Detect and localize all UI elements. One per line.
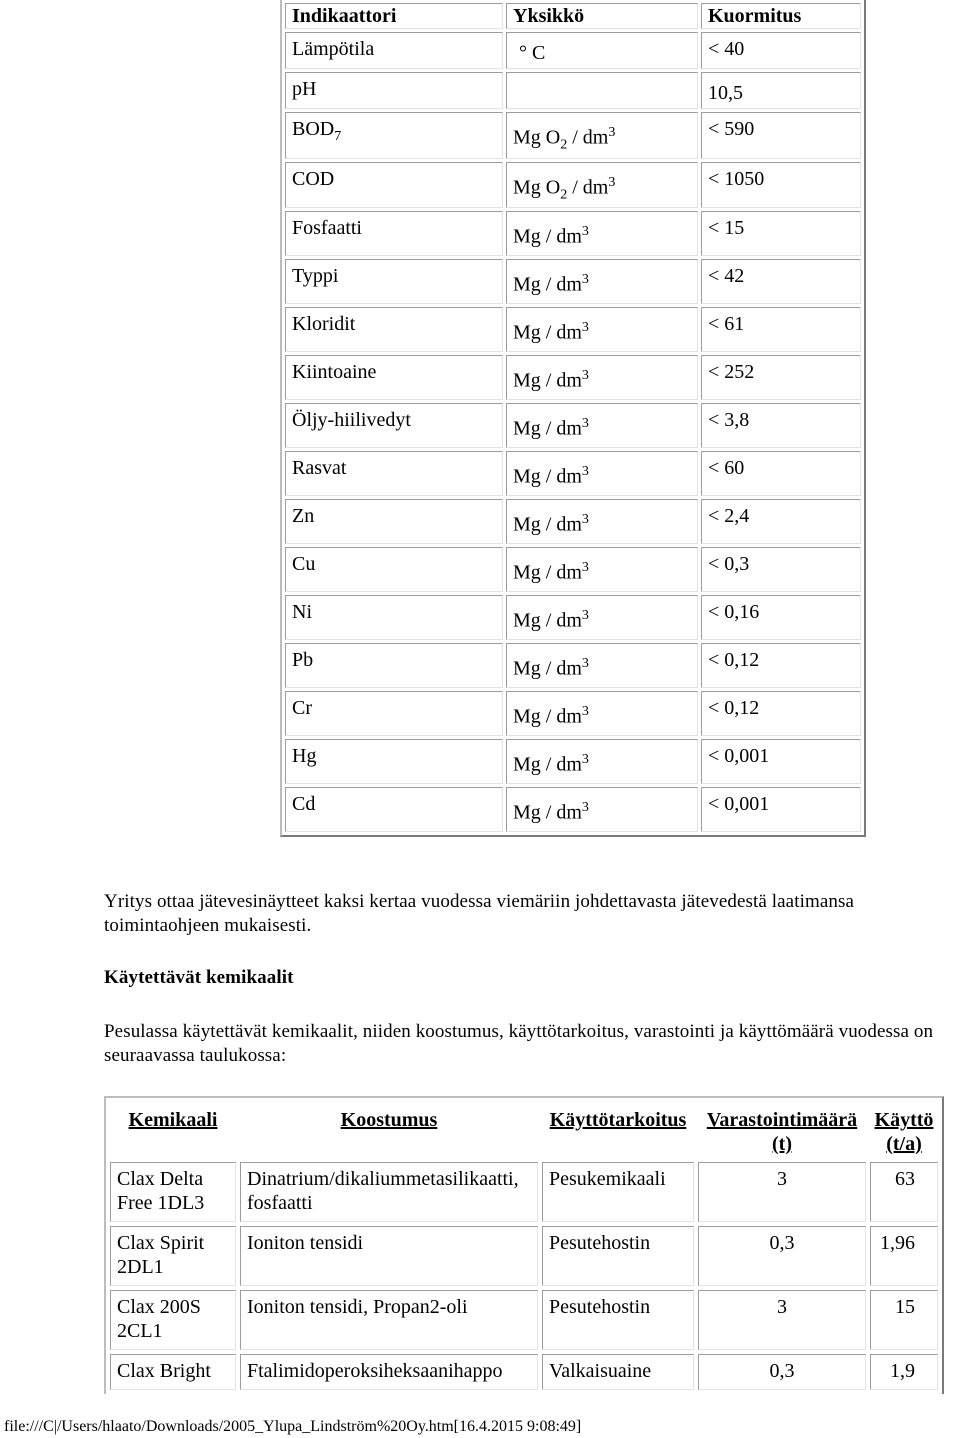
header-indikaattori: Indikaattori [285, 3, 503, 29]
unit-superscript: 3 [581, 416, 589, 432]
indicator-table [280, 0, 866, 837]
indicator-name [285, 259, 503, 304]
unit-wrap [513, 550, 589, 583]
indicator-row [285, 643, 861, 688]
indicator-unit [506, 403, 698, 448]
chemical-storage: 0,3 [698, 1226, 866, 1286]
indicator-row [285, 739, 861, 784]
chemical-composition: Ftalimidoperoksiheksaanihappo [240, 1354, 538, 1390]
unit-wrap [513, 694, 589, 727]
chemical-row [110, 1290, 938, 1350]
indicator-value [701, 499, 861, 544]
unit-rest: / dm [567, 176, 609, 199]
indicator-value-text: < 590 [708, 118, 755, 140]
indicator-name [285, 595, 503, 640]
indicator-row [285, 112, 861, 159]
chemicals-heading: Käytettävät kemikaalit [104, 967, 294, 988]
indicator-row [285, 403, 861, 448]
indicator-name-text: Typpi [292, 265, 339, 288]
indicator-value [701, 307, 861, 352]
chemical-composition: Dinatrium/dikaliummetasilikaatti, fosfaatti [240, 1162, 538, 1222]
indicator-unit [506, 451, 698, 496]
indicator-row [285, 259, 861, 304]
indicator-value-text: < 0,001 [708, 745, 770, 768]
indicator-value [701, 72, 861, 109]
indicator-row [285, 32, 861, 69]
chemical-use: 63 [870, 1162, 938, 1222]
indicator-row [285, 499, 861, 544]
indicator-value-text: < 0,3 [708, 553, 750, 576]
unit-superscript: 3 [581, 608, 589, 624]
indicator-value-text: < 252 [708, 361, 755, 384]
indicator-row [285, 451, 861, 496]
unit-text: Mg / dm [513, 321, 582, 344]
chemical-name: Clax Spirit 2DL1 [110, 1226, 236, 1286]
indicator-name [285, 451, 503, 496]
unit-wrap [513, 742, 589, 775]
unit-superscript: 3 [581, 368, 589, 384]
indicator-name [285, 72, 503, 109]
unit-wrap [513, 262, 589, 295]
indicator-value-text: < 2,4 [708, 505, 750, 528]
indicator-name [285, 643, 503, 688]
page-footer-url: file:///C|/Users/hlaato/Downloads/2005_Ylupa_Lindström%20Oy.htm[16.4.2015 9:08:49] [4, 1418, 582, 1435]
indicator-header-row [285, 3, 861, 29]
indicator-row [285, 595, 861, 640]
unit-wrap [513, 454, 589, 487]
indicator-value [701, 355, 861, 400]
chemical-storage: 0,3 [698, 1354, 866, 1390]
sampling-note: Yritys ottaa jätevesinäytteet kaksi kertaa vuodessa viemäriin johdettavasta jätevedestä laatimansa toimintaohjeen mukaisesti. [104, 891, 854, 936]
indicator-value [701, 451, 861, 496]
unit-wrap [513, 165, 615, 206]
indicator-name-text: Öljy-hiilivedyt [292, 409, 411, 432]
unit-superscript: 3 [581, 224, 589, 240]
indicator-name [285, 112, 503, 159]
indicator-value [701, 162, 861, 209]
indicator-unit [506, 32, 698, 69]
indicator-unit [506, 787, 698, 832]
indicator-value [701, 211, 861, 256]
indicator-unit [506, 211, 698, 256]
indicator-row [285, 691, 861, 736]
unit-text: Mg / dm [513, 465, 582, 488]
indicator-name-text: Cu [292, 553, 316, 576]
indicator-name [285, 403, 503, 448]
indicator-unit [506, 355, 698, 400]
chemical-purpose: Pesutehostin [542, 1290, 694, 1350]
indicator-value-text: < 3,8 [708, 409, 750, 432]
indicator-name-text: Cd [292, 793, 316, 816]
indicator-row [285, 307, 861, 352]
indicator-name-subscript: 7 [334, 129, 342, 144]
indicator-row [285, 211, 861, 256]
indicator-value [701, 547, 861, 592]
header-varastointimaara: Varastointimäärä (t) [706, 1109, 858, 1155]
unit-text: Mg O [513, 176, 561, 199]
indicator-unit [506, 739, 698, 784]
indicator-name-text: pH [292, 78, 317, 100]
indicator-value [701, 691, 861, 736]
indicator-unit [506, 112, 698, 159]
indicator-unit [506, 259, 698, 304]
unit-text: Mg / dm [513, 273, 582, 296]
unit-superscript: 3 [581, 752, 589, 768]
unit-wrap [513, 310, 589, 343]
chemicals-table [104, 1096, 944, 1394]
indicator-row [285, 162, 861, 209]
indicator-name-text: Cr [292, 697, 312, 720]
unit-text: Mg / dm [513, 753, 582, 776]
chemicals-intro: Pesulassa käytettävät kemikaalit, niiden koostumus, käyttötarkoitus, varastointi ja käyttömäärä vuodessa on seuraavassa taulukossa: [104, 1021, 934, 1066]
indicator-name-text: Rasvat [292, 457, 347, 480]
chemical-name: Clax Bright [110, 1354, 236, 1390]
indicator-name-text: COD [292, 167, 335, 190]
indicator-value [701, 403, 861, 448]
unit-subscript: 2 [560, 187, 568, 203]
indicator-unit [506, 162, 698, 209]
unit-wrap [513, 598, 589, 631]
chemical-composition: Ioniton tensidi [240, 1226, 538, 1286]
unit-wrap [513, 115, 615, 156]
indicator-name [285, 787, 503, 832]
unit-text: Mg / dm [513, 417, 582, 440]
indicator-value [701, 32, 861, 69]
indicator-value-text: < 0,001 [708, 793, 770, 816]
unit-superscript: 3 [608, 125, 616, 140]
indicator-value-text: < 40 [708, 38, 745, 60]
chemical-composition: Ioniton tensidi, Propan2-oli [240, 1290, 538, 1350]
chemical-use: 1,96 [870, 1226, 938, 1286]
indicator-value [701, 259, 861, 304]
indicator-name [285, 32, 503, 69]
chemical-purpose: Pesukemikaali [542, 1162, 694, 1222]
header-yksikko: Yksikkö [506, 3, 698, 29]
indicator-name [285, 547, 503, 592]
unit-text: Mg / dm [513, 561, 582, 584]
indicator-value-text: < 1050 [708, 167, 765, 190]
indicator-row [285, 72, 861, 109]
unit-superscript: 3 [581, 704, 589, 720]
indicator-unit [506, 72, 698, 109]
unit-superscript: 3 [581, 320, 589, 336]
indicator-name-text: Kiintoaine [292, 361, 377, 384]
unit-wrap [513, 790, 589, 823]
indicator-unit [506, 595, 698, 640]
indicator-value [701, 112, 861, 159]
unit-text: Mg / dm [513, 609, 582, 632]
chemical-use: 1,9 [870, 1354, 938, 1390]
chemical-row [110, 1162, 938, 1222]
indicator-value-text: < 61 [708, 313, 745, 336]
indicator-unit [506, 547, 698, 592]
indicator-value [701, 595, 861, 640]
unit-superscript: 3 [581, 512, 589, 528]
chemical-row [110, 1226, 938, 1286]
unit-text: Mg / dm [513, 225, 582, 248]
indicator-name-text: Ni [292, 601, 312, 624]
indicator-row [285, 355, 861, 400]
unit-wrap [513, 358, 589, 391]
unit-wrap [513, 646, 589, 679]
indicator-name-text: Fosfaatti [292, 217, 362, 240]
chemical-purpose: Valkaisuaine [542, 1354, 694, 1390]
indicator-name-text: Zn [292, 505, 315, 528]
indicator-value-text: < 0,16 [708, 601, 760, 624]
header-koostumus: Koostumus [340, 1109, 438, 1131]
indicator-name [285, 211, 503, 256]
indicator-value [701, 739, 861, 784]
unit-wrap [513, 406, 589, 439]
indicator-name [285, 355, 503, 400]
chemical-row [110, 1354, 938, 1390]
chemical-purpose: Pesutehostin [542, 1226, 694, 1286]
indicator-name [285, 162, 503, 209]
header-kayttotarkoitus: Käyttötarkoitus [549, 1109, 687, 1131]
unit-text: Mg O [513, 126, 561, 149]
indicator-value-text: 10,5 [708, 82, 743, 104]
indicator-name-text: Pb [292, 649, 314, 672]
indicator-name-text: Kloridit [292, 313, 356, 336]
header-kaytto: Käyttö (t/a) [874, 1109, 934, 1155]
indicator-unit [506, 691, 698, 736]
indicator-value [701, 787, 861, 832]
indicator-value-text: < 15 [708, 217, 745, 240]
indicator-value-text: < 0,12 [708, 649, 760, 672]
chemical-use: 15 [870, 1290, 938, 1350]
indicator-value-text: < 42 [708, 265, 745, 288]
chem-header-row [110, 1102, 938, 1158]
chemical-storage: 3 [698, 1290, 866, 1350]
unit-text: ° C [519, 42, 546, 64]
indicator-name [285, 499, 503, 544]
unit-wrap [513, 35, 545, 63]
indicator-name-text: Hg [292, 745, 317, 768]
unit-superscript: 3 [608, 174, 616, 190]
indicator-value-text: < 0,12 [708, 697, 760, 720]
indicator-name-text: Lämpötila [292, 38, 375, 60]
indicator-value-text: < 60 [708, 457, 745, 480]
unit-rest: / dm [567, 126, 609, 149]
header-kemikaali: Kemikaali [128, 1109, 218, 1131]
unit-superscript: 3 [581, 560, 589, 576]
indicator-row [285, 787, 861, 832]
unit-text: Mg / dm [513, 801, 582, 824]
unit-text: Mg / dm [513, 657, 582, 680]
unit-wrap [513, 214, 589, 247]
indicator-name-text: BOD [292, 118, 335, 140]
unit-wrap [513, 502, 589, 535]
indicator-unit [506, 307, 698, 352]
indicator-value [701, 643, 861, 688]
unit-text: Mg / dm [513, 369, 582, 392]
indicator-name [285, 691, 503, 736]
unit-superscript: 3 [581, 272, 589, 288]
indicator-body [285, 32, 861, 832]
unit-superscript: 3 [581, 656, 589, 672]
unit-superscript: 3 [581, 800, 589, 816]
indicator-unit [506, 499, 698, 544]
indicator-name [285, 307, 503, 352]
unit-text: Mg / dm [513, 513, 582, 536]
unit-subscript: 2 [560, 137, 568, 153]
chemical-name: Clax 200S 2CL1 [110, 1290, 236, 1350]
indicator-name [285, 739, 503, 784]
unit-text: Mg / dm [513, 705, 582, 728]
chemical-name: Clax Delta Free 1DL3 [110, 1162, 236, 1222]
chem-body [110, 1162, 938, 1390]
chemical-storage: 3 [698, 1162, 866, 1222]
indicator-row [285, 547, 861, 592]
indicator-unit [506, 643, 698, 688]
unit-superscript: 3 [581, 464, 589, 480]
header-kuormitus: Kuormitus [701, 3, 861, 29]
